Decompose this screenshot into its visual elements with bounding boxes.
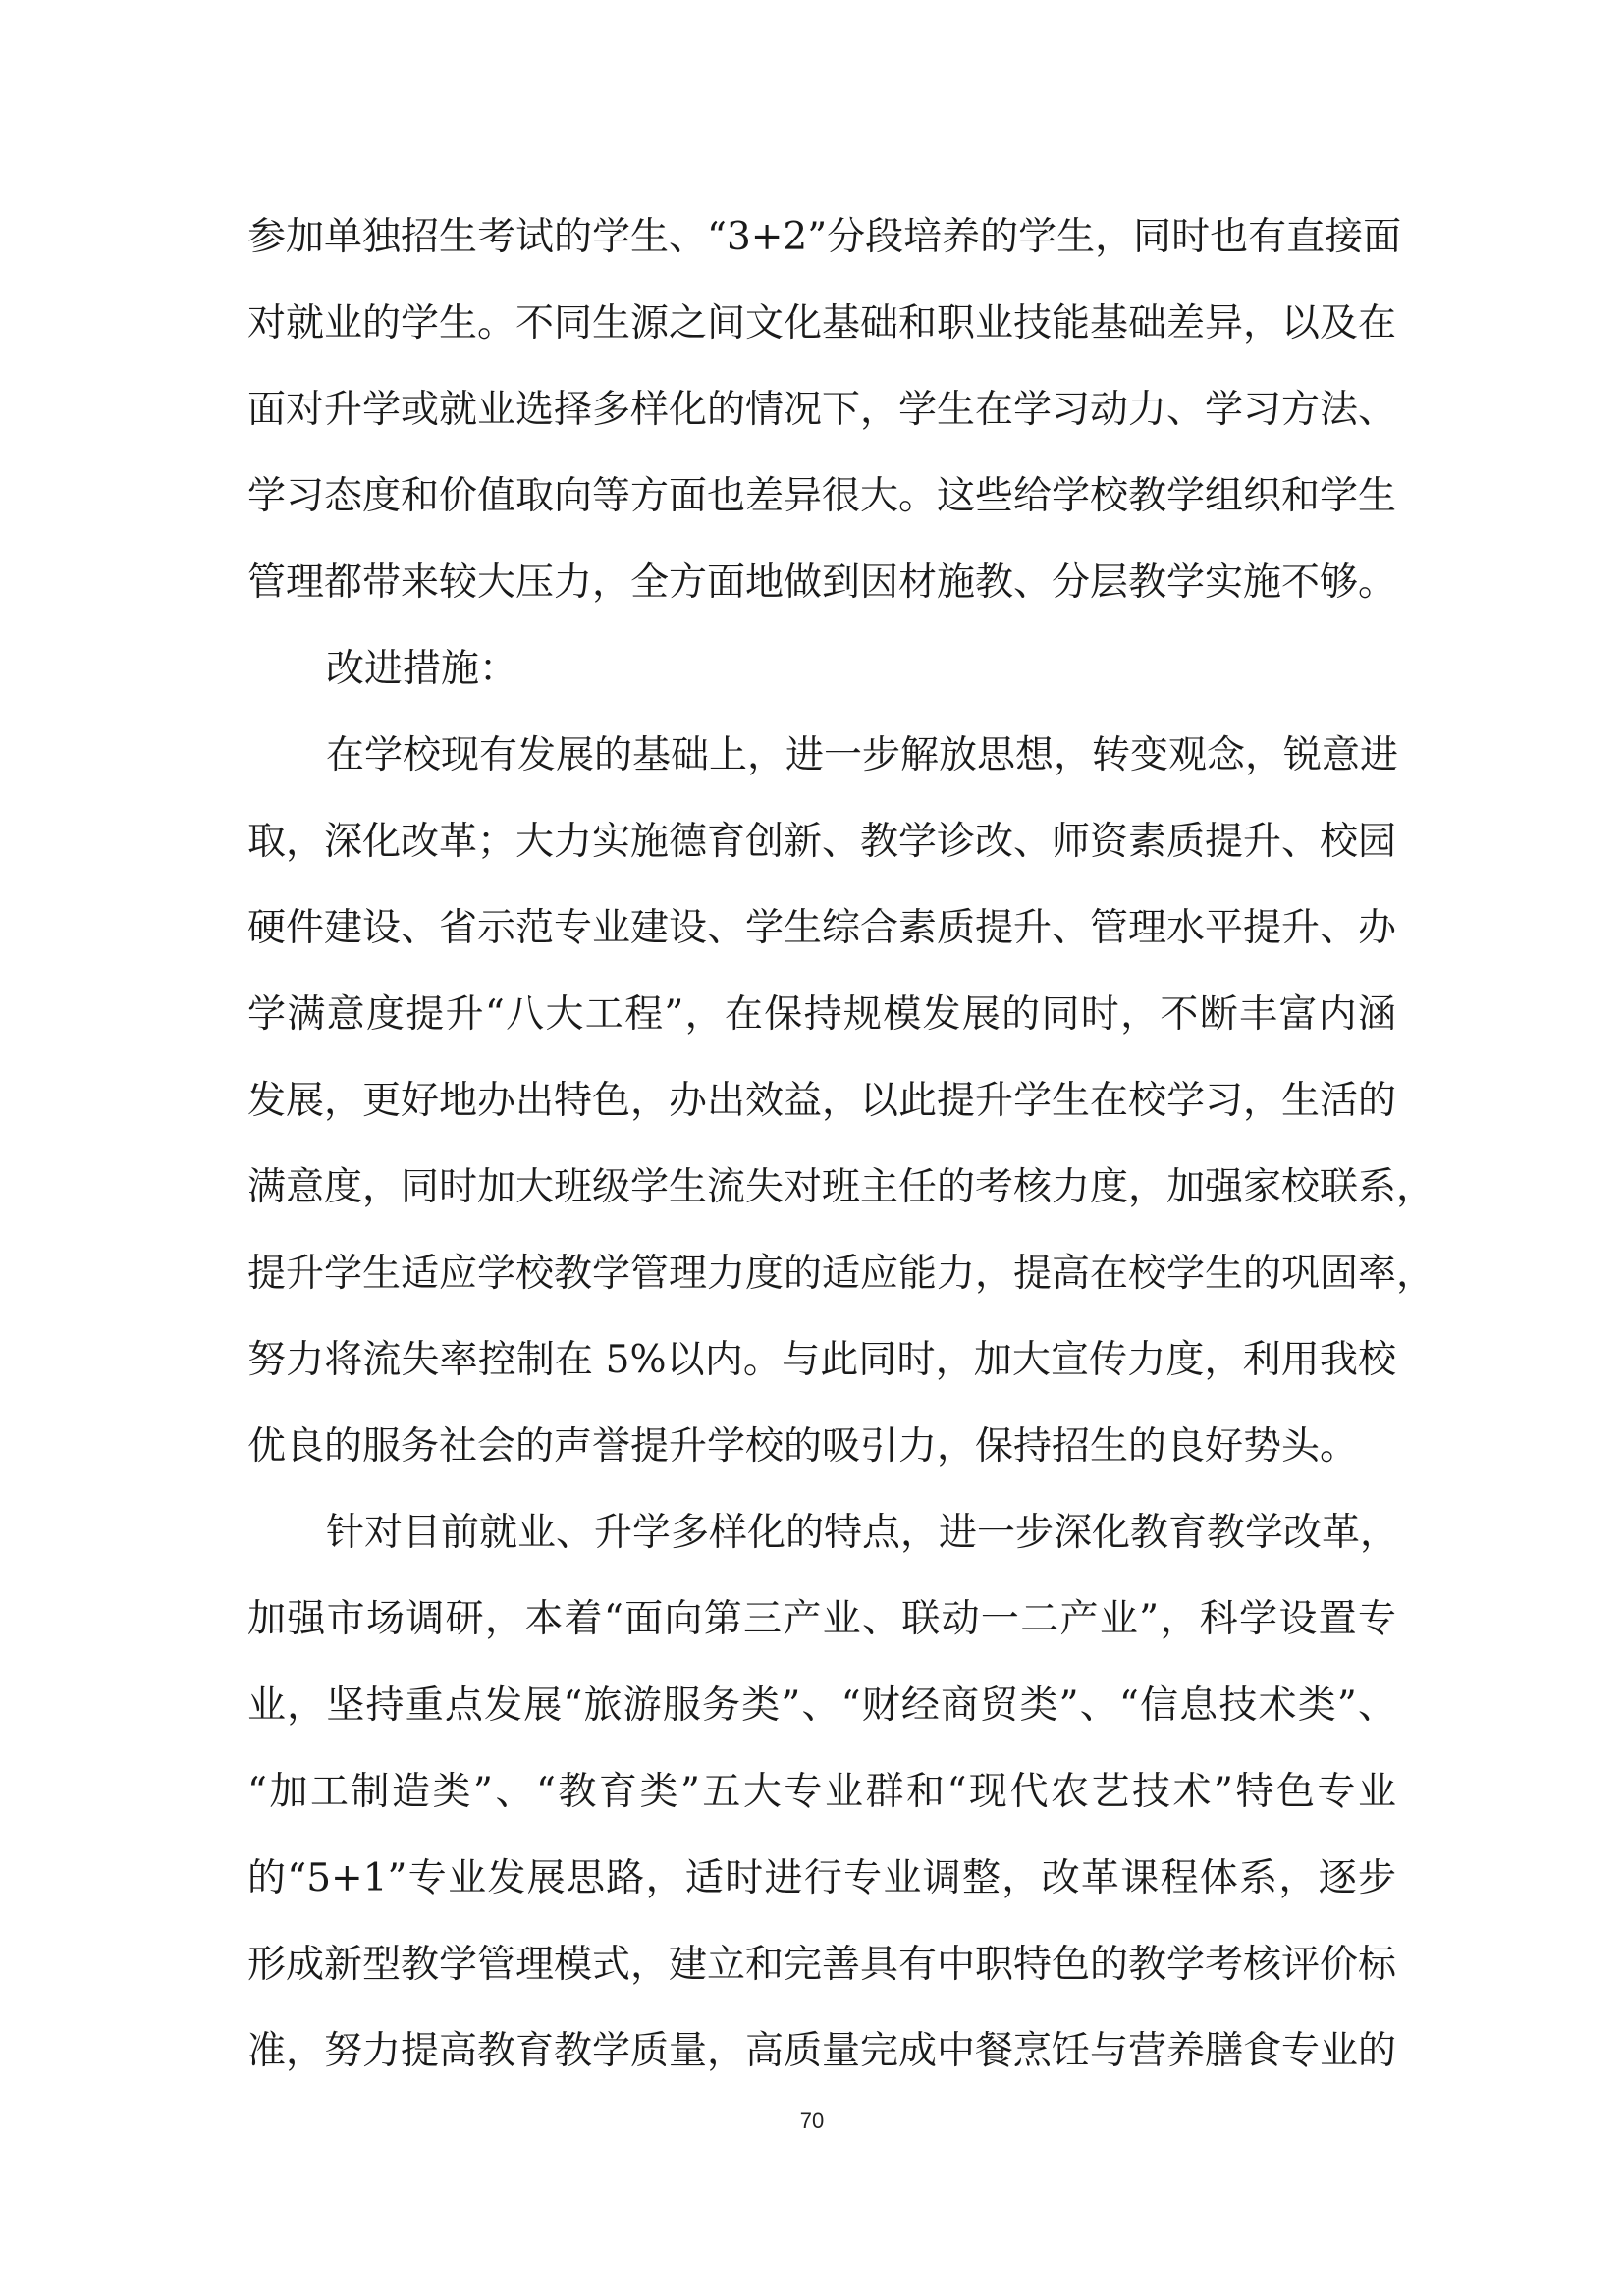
section-heading-improvement: 改进措施：: [326, 647, 518, 691]
text-line-13: 提升学生适应学校教学管理力度的适应能力，提高在校学生的巩固率，: [247, 1252, 1435, 1296]
text-line-10: 学满意度提升“八大工程”，在保持规模发展的同时，不断丰富内涵: [247, 992, 1396, 1037]
text-line-14: 努力将流失率控制在 5%以内。与此同时，加大宣传力度，利用我校: [247, 1338, 1396, 1382]
text-line-12: 满意度，同时加大班级学生流失对班主任的考核力度，加强家校联系，: [247, 1165, 1435, 1209]
text-line-5: 管理都带来较大压力，全方面地做到因材施教、分层教学实施不够。: [247, 561, 1397, 605]
text-line-2: 对就业的学生。不同生源之间文化基础和职业技能基础差异，以及在: [247, 301, 1397, 346]
text-line-7: 在学校现有发展的基础上，进一步解放思想，转变观念，锐意进: [326, 733, 1399, 777]
text-line-15: 优良的服务社会的声誉提升学校的吸引力，保持招生的良好势头。: [247, 1424, 1359, 1468]
text-line-17: 加强市场调研，本着“面向第三产业、联动一二产业”，科学设置专: [247, 1597, 1396, 1641]
text-line-20: 的“5+1”专业发展思路，适时进行专业调整，改革课程体系，逐步: [247, 1856, 1396, 1900]
text-line-3: 面对升学或就业选择多样化的情况下，学生在学习动力、学习方法、: [247, 388, 1397, 432]
text-line-9: 硬件建设、省示范专业建设、学生综合素质提升、管理水平提升、办: [247, 906, 1397, 950]
text-line-11: 发展，更好地办出特色，办出效益，以此提升学生在校学习，生活的: [247, 1079, 1397, 1123]
text-line-1: 参加单独招生考试的学生、“3+2”分段培养的学生，同时也有直接面: [247, 215, 1402, 259]
text-line-22: 准，努力提高教育教学质量，高质量完成中餐烹饪与营养膳食专业的: [247, 2029, 1397, 2073]
text-line-21: 形成新型教学管理模式，建立和完善具有中职特色的教学考核评价标: [247, 1943, 1397, 1987]
page-number: 70: [799, 2109, 825, 2133]
text-line-16: 针对目前就业、升学多样化的特点，进一步深化教育教学改革，: [326, 1511, 1399, 1555]
text-line-4: 学习态度和价值取向等方面也差异很大。这些给学校教学组织和学生: [247, 474, 1397, 518]
text-line-19: “加工制造类”、“教育类”五大专业群和“现代农艺技术”特色专业: [247, 1770, 1396, 1814]
text-line-18: 业，坚持重点发展“旅游服务类”、“财经商贸类”、“信息技术类”、: [247, 1683, 1396, 1728]
text-line-8: 取，深化改革；大力实施德育创新、教学诊改、师资素质提升、校园: [247, 820, 1397, 864]
